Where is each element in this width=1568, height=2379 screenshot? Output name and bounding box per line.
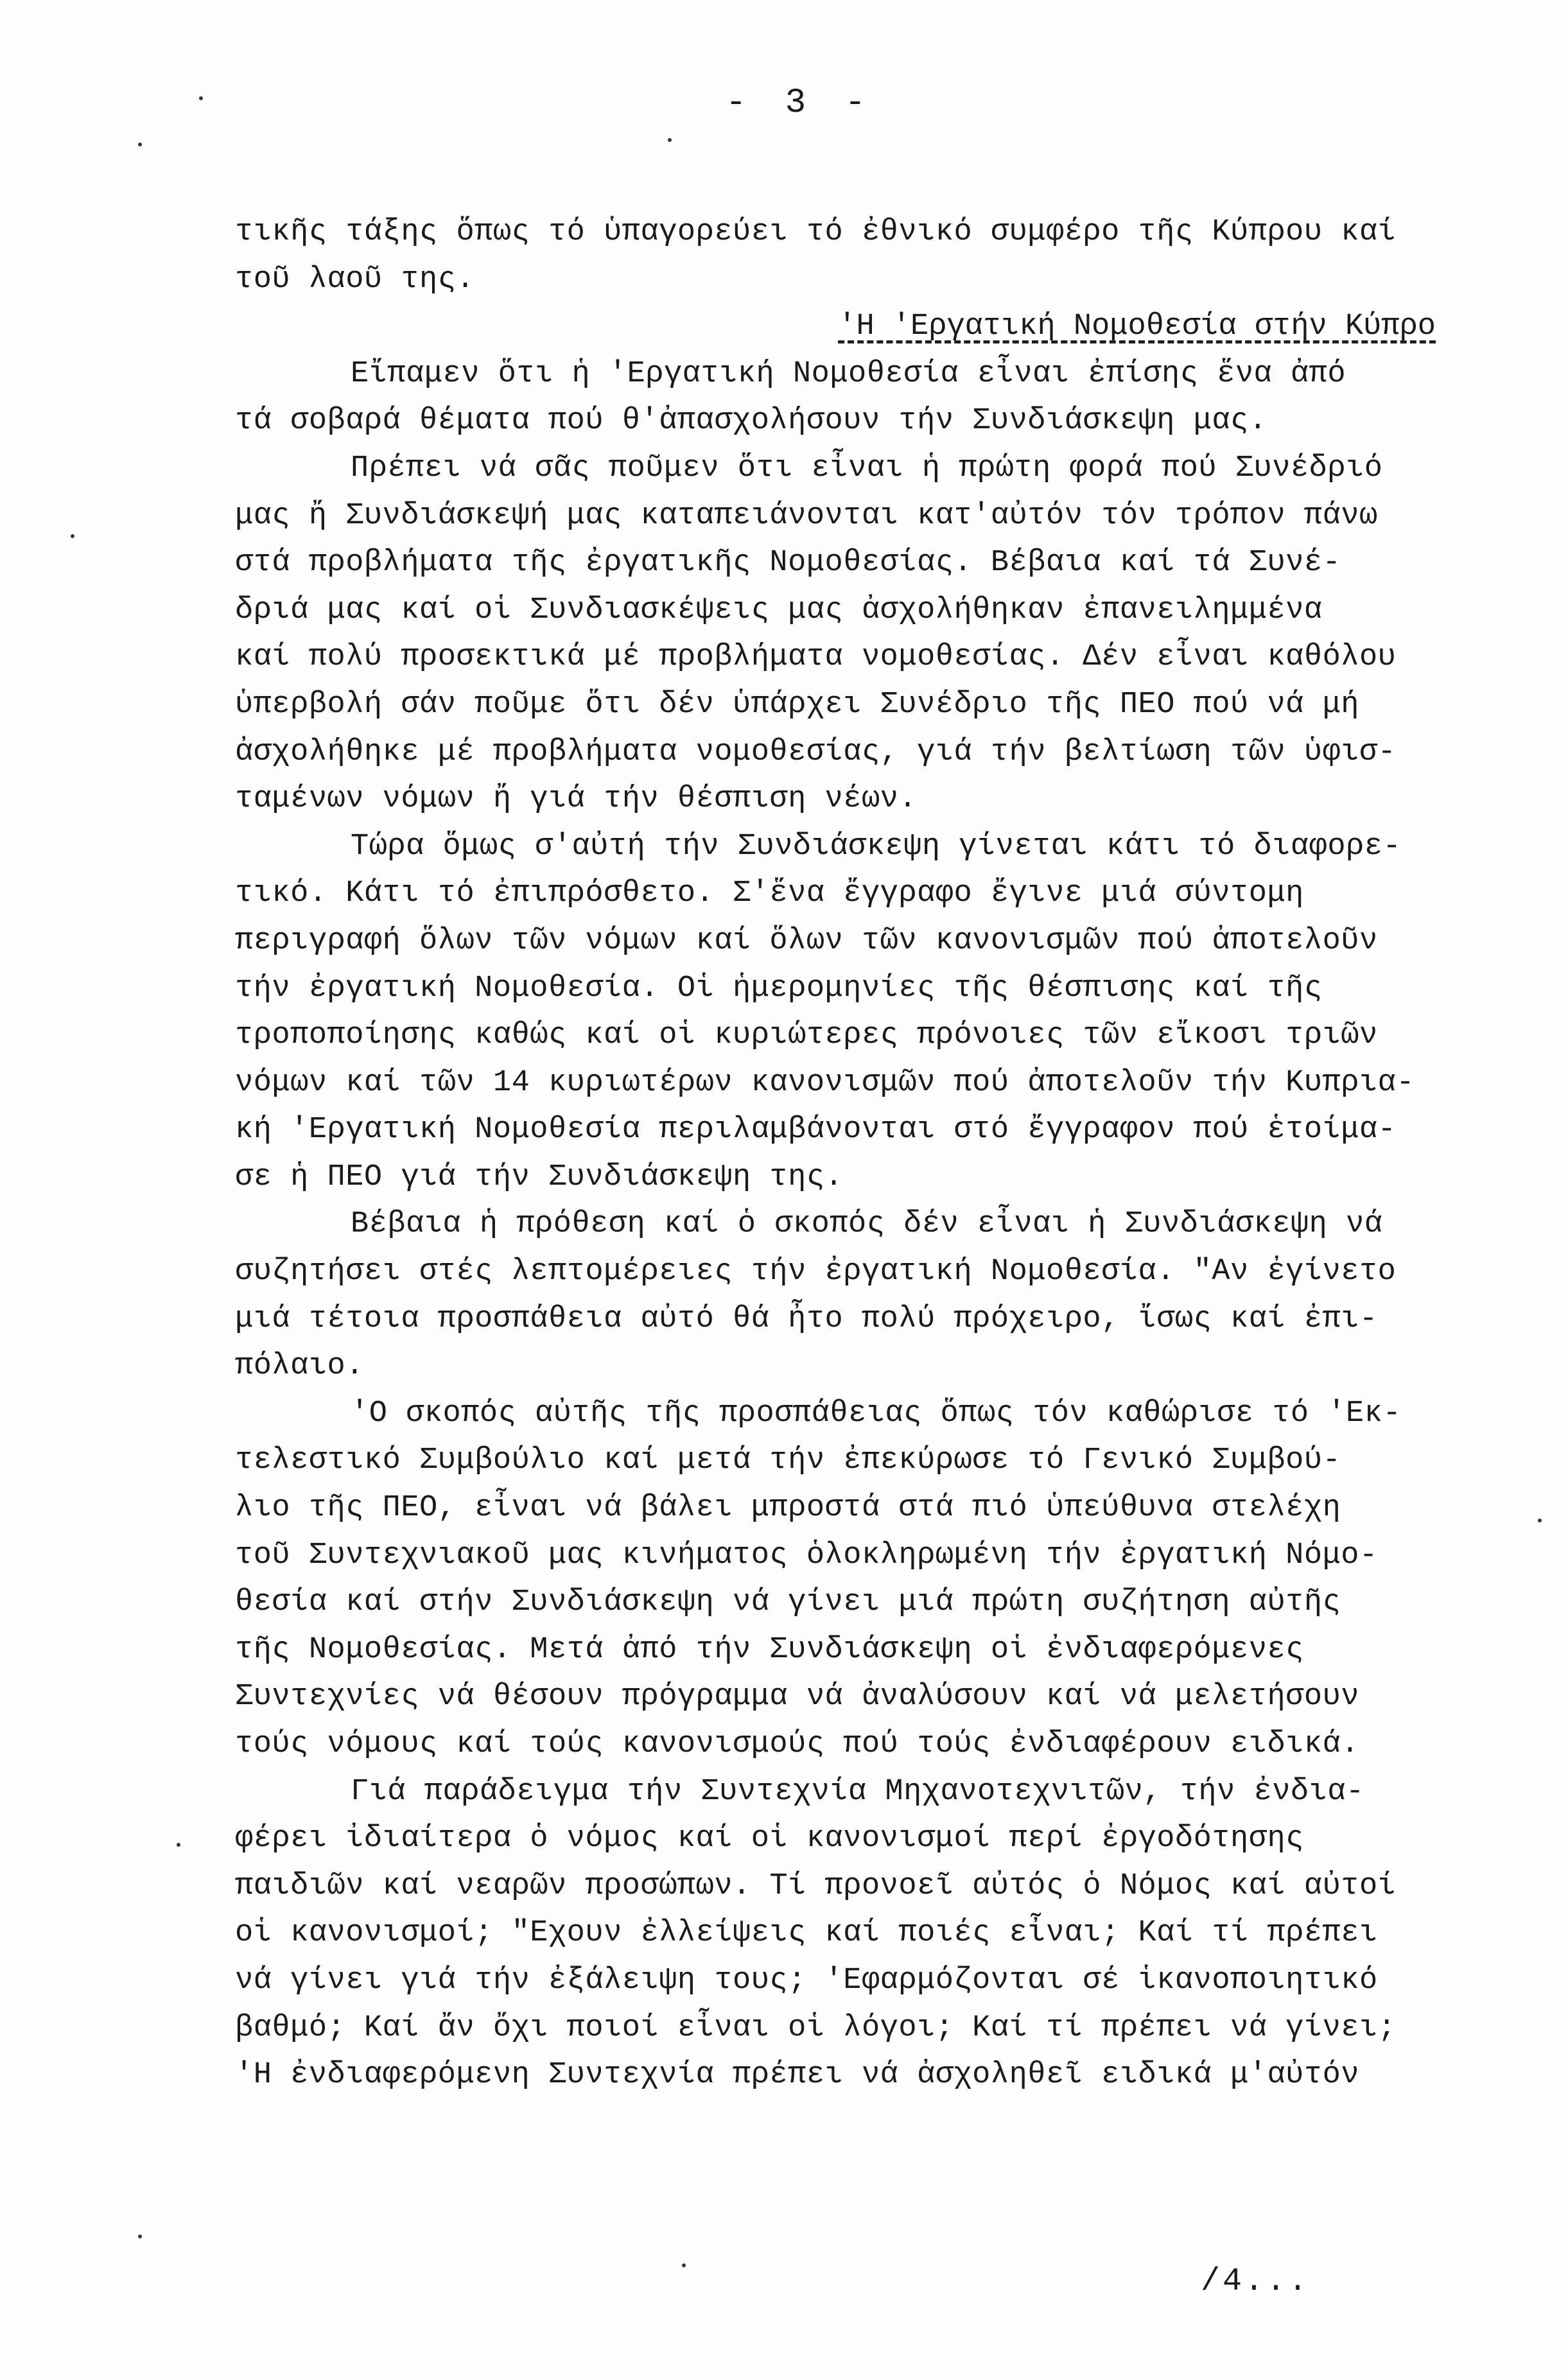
page-number: - 3 - xyxy=(726,83,875,123)
text-line: τῆς Νομοθεσίας. Μετά ἀπό τήν Συνδιάσκεψη οἱ ἐνδιαφερόμενες xyxy=(235,1632,1304,1667)
text-line: θεσία καί στήν Συνδιάσκεψη νά γίνει μιά πρώτη συζήτηση αὐτῆς xyxy=(235,1585,1341,1620)
text-line: ὑπερβολή σάν ποῦμε ὅτι δέν ὑπάρχει Συνέδριο τῆς ΠΕΟ πού νά μή xyxy=(235,687,1359,722)
text-line: δριά μας καί οἱ Συνδιασκέψεις μας ἀσχολήθηκαν ἐπανειλημμένα xyxy=(235,593,1323,627)
text-line: φέρει ἰδιαίτερα ὁ νόμος καί οἱ κανονισμοί περί ἐργοδότησης xyxy=(235,1822,1304,1856)
text-line: μας ἤ Συνδιάσκεψή μας καταπειάνονται κατ'αὐτόν τόν τρόπον πάνω xyxy=(235,498,1378,533)
scan-speck xyxy=(682,2263,686,2267)
text-line: τούς νόμους καί τούς κανονισμούς πού τούς ἐνδιαφέρουν ειδικά. xyxy=(235,1727,1359,1761)
text-line: σε ἡ ΠΕΟ γιά τήν Συνδιάσκεψη της. xyxy=(235,1160,844,1194)
paragraph-first-line: Τώρα ὅμως σ'αὐτή τήν Συνδιάσκεψη γίνεται κάτι τό διαφορε- xyxy=(351,829,1402,864)
paragraph-first-line: Βέβαια ἡ πρόθεση καί ὁ σκοπός δέν εἶναι ἡ Συνδιάσκεψη νά xyxy=(351,1207,1383,1242)
text-line: τοῦ Συντεχνιακοῦ μας κινήματος ὁλοκληρωμένη τήν ἐργατική Νόμο- xyxy=(235,1538,1378,1573)
scan-speck xyxy=(138,143,142,146)
scan-speck xyxy=(668,138,672,142)
text-line: τικῆς τάξης ὅπως τό ὑπαγορεύει τό ἐθνικό συμφέρο τῆς Κύπρου καί xyxy=(235,215,1397,249)
text-line: μιά τέτοια προσπάθεια αὐτό θά ἦτο πολύ πρόχειρο, ἴσως καί ἐπι- xyxy=(235,1302,1378,1336)
text-line: ἀσχολήθηκε μέ προβλήματα νομοθεσίας, γιά τήν βελτίωση τῶν ὑφισ- xyxy=(235,735,1397,769)
text-line: νόμων καί τῶν 14 κυριωτέρων κανονισμῶν πού ἀποτελοῦν τήν Κυπρια- xyxy=(235,1065,1415,1100)
text-line: κή 'Εργατική Νομοθεσία περιλαμβάνονται στό ἔγγραφον πού ἑτοίμα- xyxy=(235,1113,1397,1147)
section-heading-text: 'Η 'Εργατική Νομοθεσία στήν Κύπρο xyxy=(838,309,1436,344)
text-line: τικό. Κάτι τό ἐπιπρόσθετο. Σ'ἕνα ἔγγραφο ἔγινε μιά σύντομη xyxy=(235,876,1304,911)
text-line: 'Η ἐνδιαφερόμενη Συντεχνία πρέπει νά ἀσχοληθεῖ ειδικά μ'αὐτόν xyxy=(235,2058,1359,2093)
text-line: τροποποίησης καθώς καί οἱ κυριώτερες πρόνοιες τῶν εἴκοσι τριῶν xyxy=(235,1018,1378,1053)
text-line: τοῦ λαοῦ της. xyxy=(235,262,475,297)
text-line: νά γίνει γιά τήν ἐξάλειψη τους; 'Εφαρμόζονται σέ ἱκανοποιητικό xyxy=(235,1963,1378,1998)
text-line: τήν ἐργατική Νομοθεσία. Οἱ ἡμερομηνίες τῆς θέσπισης καί τῆς xyxy=(235,971,1323,1006)
scan-speck xyxy=(71,534,74,538)
text-line: καί πολύ προσεκτικά μέ προβλήματα νομοθεσίας. Δέν εἶναι καθόλου xyxy=(235,640,1397,675)
scan-speck xyxy=(138,2235,142,2238)
text-line: τελεστικό Συμβούλιο καί μετά τήν ἐπεκύρωσε τό Γενικό Συμβού- xyxy=(235,1443,1341,1478)
text-line: παιδιῶν καί νεαρῶν προσώπων. Τί προνοεῖ αὐτός ὁ Νόμος καί αὐτοί xyxy=(235,1869,1397,1903)
text-line: βαθμό; Καί ἄν ὄχι ποιοί εἶναι οἱ λόγοι; Καί τί πρέπει νά γίνει; xyxy=(235,2010,1397,2045)
paragraph-first-line: Εἴπαμεν ὅτι ἡ 'Εργατική Νομοθεσία εἶναι ἐπίσης ἕνα ἀπό xyxy=(351,356,1346,391)
paragraph-first-line: 'Ο σκοπός αὐτῆς τῆς προσπάθειας ὅπως τόν καθώρισε τό 'Εκ- xyxy=(351,1396,1402,1431)
text-line: ταμένων νόμων ἤ γιά τήν θέσπιση νέων. xyxy=(235,782,918,817)
section-heading xyxy=(235,303,1484,351)
scan-speck xyxy=(1538,1519,1542,1522)
paragraph-first-line: Γιά παράδειγμα τήν Συντεχνία Μηχανοτεχνιτῶν, τήν ἐνδια- xyxy=(351,1774,1364,1809)
text-line: Συντεχνίες νά θέσουν πρόγραμμα νά ἀναλύσουν καί νά μελετήσουν xyxy=(235,1680,1359,1714)
text-line: συζητήσει στές λεπτομέρειες τήν ἐργατική Νομοθεσία. "Αν ἐγίνετο xyxy=(235,1255,1397,1289)
continuation-marker: /4... xyxy=(1201,2263,1311,2300)
scan-speck xyxy=(177,1843,180,1847)
text-line: στά προβλήματα τῆς ἐργατικῆς Νομοθεσίας. Βέβαια καί τά Συνέ- xyxy=(235,546,1341,580)
text-line: τά σοβαρά θέματα πού θ'ἀπασχολήσουν τήν Συνδιάσκεψη μας. xyxy=(235,404,1267,439)
scan-speck xyxy=(199,96,203,100)
paragraph-first-line: Πρέπει νά σᾶς ποῦμεν ὅτι εἶναι ἡ πρώτη φορά πού Συνέδριό xyxy=(351,451,1383,485)
text-line: περιγραφή ὅλων τῶν νόμων καί ὅλων τῶν κανονισμῶν πού ἀποτελοῦν xyxy=(235,923,1378,958)
text-line: λιο τῆς ΠΕΟ, εἶναι νά βάλει μπροστά στά πιό ὑπεύθυνα στελέχη xyxy=(235,1491,1341,1526)
text-line: πόλαιο. xyxy=(235,1349,364,1384)
text-line: οἱ κανονισμοί; "Εχουν ἐλλείψεις καί ποιές εἶναι; Καί τί πρέπει xyxy=(235,1916,1378,1951)
body-text xyxy=(235,209,1484,2099)
